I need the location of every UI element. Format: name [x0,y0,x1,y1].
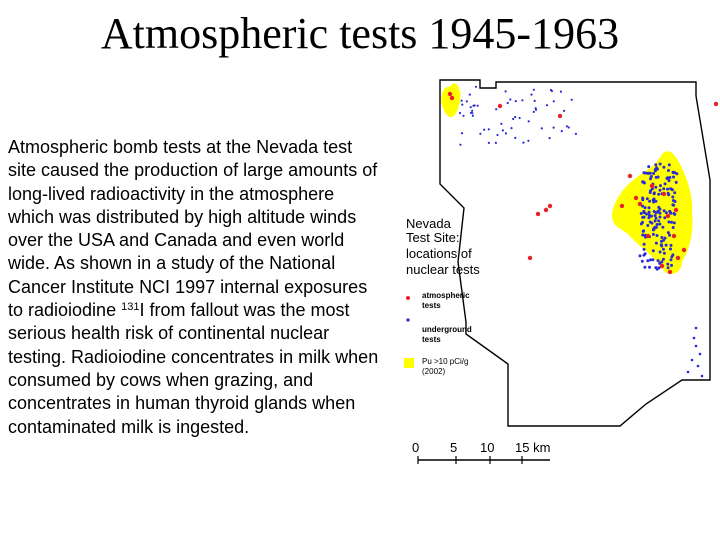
legend-title-line-4: nuclear tests [406,262,480,277]
underground-test-dot [533,89,535,91]
underground-test-dot [664,182,667,185]
underground-test-dot [646,197,649,200]
underground-test-dot [645,213,648,216]
underground-test-dot [561,130,563,132]
atmospheric-test-dot [674,208,678,212]
underground-test-dot [461,104,463,106]
underground-test-dot [670,244,673,247]
underground-test-dot [502,129,504,131]
underground-test-dot [673,221,676,224]
underground-test-dot [670,264,673,267]
underground-test-dot [649,189,652,192]
underground-test-dot [477,105,479,107]
atmospheric-test-dot [450,96,454,100]
underground-test-dot [687,371,690,374]
atmospheric-test-dot [448,92,452,96]
atmospheric-test-dot [676,256,680,260]
scale-bar [412,440,550,464]
underground-test-dot [672,226,675,229]
atmospheric-test-dot [668,270,672,274]
underground-test-dot [459,144,461,146]
underground-test-dot [647,165,650,168]
underground-test-dot [643,216,646,219]
underground-test-dot [534,100,536,102]
underground-test-dot [648,206,651,209]
paragraph-text-continued: I from fallout was the most serious health risk of continental nuclear testing. Radioiodine concentrates in milk when consumed by cows when grazing, and concentrates in human thyroid glands when contaminated milk is ingested. [8,300,379,437]
underground-test-dot [657,206,660,209]
underground-test-dot [659,189,662,192]
atmospheric-test-dot [714,102,718,106]
underground-test-dot [663,252,666,255]
underground-test-dot [671,253,674,256]
legend-plutonium-label-2: (2002) [422,367,446,376]
underground-test-dot [673,191,676,194]
atmospheric-test-dot [536,212,540,216]
body-paragraph [8,136,384,439]
underground-test-dot [665,211,668,214]
underground-test-dot [652,228,655,231]
underground-test-dot [643,248,646,251]
underground-test-dot [535,109,537,111]
underground-test-dot [652,172,655,175]
underground-test-dot [469,94,471,96]
atmospheric-test-dot [646,234,650,238]
underground-test-dot [660,243,663,246]
underground-test-dot [466,100,468,102]
atmospheric-test-dot [628,174,632,178]
underground-test-dot [546,104,548,106]
underground-test-dot [671,203,674,206]
underground-test-dot [571,99,573,101]
underground-test-dot [660,240,663,243]
underground-test-dot [654,266,657,269]
atmospheric-test-dot [558,114,562,118]
underground-test-dot [495,108,497,110]
scale-label-0: 0 [412,440,420,455]
underground-test-dot [495,142,497,144]
underground-test-dot [654,214,657,217]
underground-test-dot [672,171,675,174]
underground-test-dot [461,132,463,134]
nevada-test-site-map [400,76,720,470]
underground-test-dot [670,221,673,224]
underground-test-dot [642,229,645,232]
underground-test-dot [553,127,555,129]
underground-test-dot [500,123,502,125]
underground-test-dot [697,365,700,368]
underground-test-dot [653,210,656,213]
underground-test-dot [675,172,678,175]
underground-test-dot [641,234,644,237]
atmospheric-test-dot [498,104,502,108]
underground-test-dot [665,244,668,247]
underground-test-dot [646,172,649,175]
underground-test-dot [652,249,655,252]
underground-test-dot [541,127,543,129]
underground-test-dot [553,100,555,102]
underground-test-dot [668,234,671,237]
underground-test-dot [667,169,670,172]
underground-test-dot [505,90,507,92]
underground-test-dot [659,163,662,166]
underground-test-dot [657,193,660,196]
atmospheric-test-dot [634,196,638,200]
legend-underground-label-1: underground [422,325,472,334]
underground-test-dot [659,212,662,215]
underground-test-dot [505,132,507,134]
underground-test-dot [657,259,660,262]
underground-test-dot [667,192,670,195]
scale-label-15km: 15 km [515,440,551,455]
underground-test-dot [496,134,498,136]
underground-test-dot [522,142,524,144]
underground-test-dot [475,86,477,88]
underground-test-dot [566,125,568,127]
underground-test-dot [512,118,514,120]
underground-test-dot [662,258,665,261]
underground-test-dot [563,110,565,112]
legend-atmospheric-marker [406,296,410,300]
underground-test-dot [644,252,647,255]
underground-test-dot [653,192,656,195]
underground-test-dot [519,117,521,119]
legend-title-line-3: locations of [406,246,472,261]
underground-test-dot [648,266,651,269]
underground-test-dot [667,266,670,269]
underground-test-dot [658,223,661,226]
underground-test-dot [643,210,646,213]
underground-test-dot [693,337,696,340]
underground-test-dot [470,106,472,108]
underground-test-dot [667,231,670,234]
underground-test-dot [549,137,551,139]
isotope-superscript: 131 [121,301,140,314]
underground-test-dot [514,137,516,139]
underground-test-dot [471,110,473,112]
underground-test-dot [652,233,655,236]
underground-test-dot [521,99,523,101]
underground-test-dot [695,327,698,330]
underground-test-dot [656,223,659,226]
underground-test-dot [509,98,511,100]
legend-title-line-2: Test Site: [406,230,460,245]
underground-test-dot [654,220,657,223]
underground-test-dot [649,221,652,224]
underground-test-dot [560,91,562,93]
underground-test-dot [646,259,649,262]
underground-test-dot [461,100,463,102]
underground-test-dot [459,112,461,114]
legend-plutonium-label-1: Pu >10 pCi/g [422,357,469,366]
underground-test-dot [654,163,657,166]
plutonium-contamination-areas [441,83,692,273]
underground-test-dot [646,224,649,227]
underground-test-dot [660,236,663,239]
legend-atmospheric-label-2: tests [422,301,441,310]
underground-test-dot [470,112,472,114]
underground-test-dot [662,187,665,190]
underground-test-dot [675,181,678,184]
underground-test-dot [691,359,694,362]
atmospheric-test-dot [638,202,642,206]
underground-test-dot [672,176,675,179]
underground-test-dot [648,200,651,203]
atmospheric-test-dot [672,234,676,238]
underground-test-dot [641,198,644,201]
atmospheric-test-dot [548,204,552,208]
atmospheric-test-dot [544,208,548,212]
underground-test-dot [662,166,665,169]
atmospheric-test-dot [620,204,624,208]
underground-test-dot [641,181,644,184]
underground-test-dot [643,266,646,269]
underground-test-dot [695,345,698,348]
underground-test-dot [510,127,512,129]
legend-plutonium-swatch [404,358,414,368]
underground-test-dot [654,168,657,171]
underground-test-dot [644,206,647,209]
underground-test-dot [669,187,672,190]
underground-test-dot [472,105,474,107]
underground-test-dot [514,116,516,118]
atmospheric-test-dot [528,256,532,260]
scale-label-5: 5 [450,440,458,455]
underground-test-dot [639,254,642,257]
atmospheric-test-dot [660,264,664,268]
underground-test-dot [652,199,655,202]
underground-test-dot [462,115,464,117]
underground-test-dot [655,217,658,220]
underground-test-dot [659,184,662,187]
underground-test-dot [507,102,509,104]
underground-test-dot [654,200,657,203]
underground-test-dot [666,263,669,266]
underground-test-dot [663,216,666,219]
paragraph-text: Atmospheric bomb tests at the Nevada test site caused the production of large amounts of long-lived radioactivity in the atmosphere which was distributed by high altitude winds over the USA and Canada and even world wide. As shown in a study of the National Cancer Institute NCI 1997 internal exposures to radioiodine [8,137,378,321]
underground-test-dot [641,260,644,263]
underground-test-dot [662,248,665,251]
underground-test-dot [659,251,662,254]
underground-test-dot [699,353,702,356]
slide-title: Atmospheric tests 1945-1963 [100,9,620,58]
underground-test-dot [666,177,669,180]
underground-test-dot [488,142,490,144]
underground-test-dot [488,128,490,130]
underground-test-dot [483,129,485,131]
underground-test-dot [648,211,651,214]
underground-test-dot [650,215,653,218]
underground-test-dot [655,242,658,245]
map-legend [404,216,480,376]
atmospheric-test-dot [650,184,654,188]
legend-underground-label-2: tests [422,335,441,344]
underground-test-dot [533,111,535,113]
underground-test-dot [655,226,658,229]
underground-test-dot [668,163,671,166]
underground-test-dot [669,211,672,214]
underground-test-dot [515,100,517,102]
underground-test-dot [667,221,670,224]
underground-test-dot [568,126,570,128]
underground-test-dot [673,213,676,216]
underground-test-dot [641,221,644,224]
underground-test-dot [528,120,530,122]
underground-test-dot [643,243,646,246]
underground-test-dot [656,234,659,237]
underground-test-dot [649,258,652,261]
atmospheric-test-dot [682,248,686,252]
underground-test-dot [659,216,662,219]
atmospheric-test-dot [662,192,666,196]
underground-test-dot [649,177,652,180]
legend-title-line-1: Nevada [406,216,451,231]
underground-test-dot [654,186,657,189]
underground-test-dot [671,196,674,199]
underground-test-dot [657,219,660,222]
atmospheric-test-dot [666,214,670,218]
underground-test-dot [669,248,672,251]
underground-test-dot [663,209,666,212]
underground-test-dot [674,200,677,203]
underground-test-dot [472,115,474,117]
underground-test-dot [527,140,529,142]
underground-test-dot [551,90,553,92]
underground-test-dot [661,226,664,229]
underground-test-dot [701,375,704,378]
underground-test-dot [530,94,532,96]
legend-underground-marker [406,318,409,321]
underground-test-dot [479,133,481,135]
underground-test-dot [640,212,643,215]
legend-atmospheric-label-1: atmospheric [422,291,470,300]
underground-test-dot [655,176,658,179]
underground-test-dot [666,188,669,191]
underground-test-dot [670,258,673,261]
underground-test-dot [575,133,577,135]
scale-label-10: 10 [480,440,495,455]
